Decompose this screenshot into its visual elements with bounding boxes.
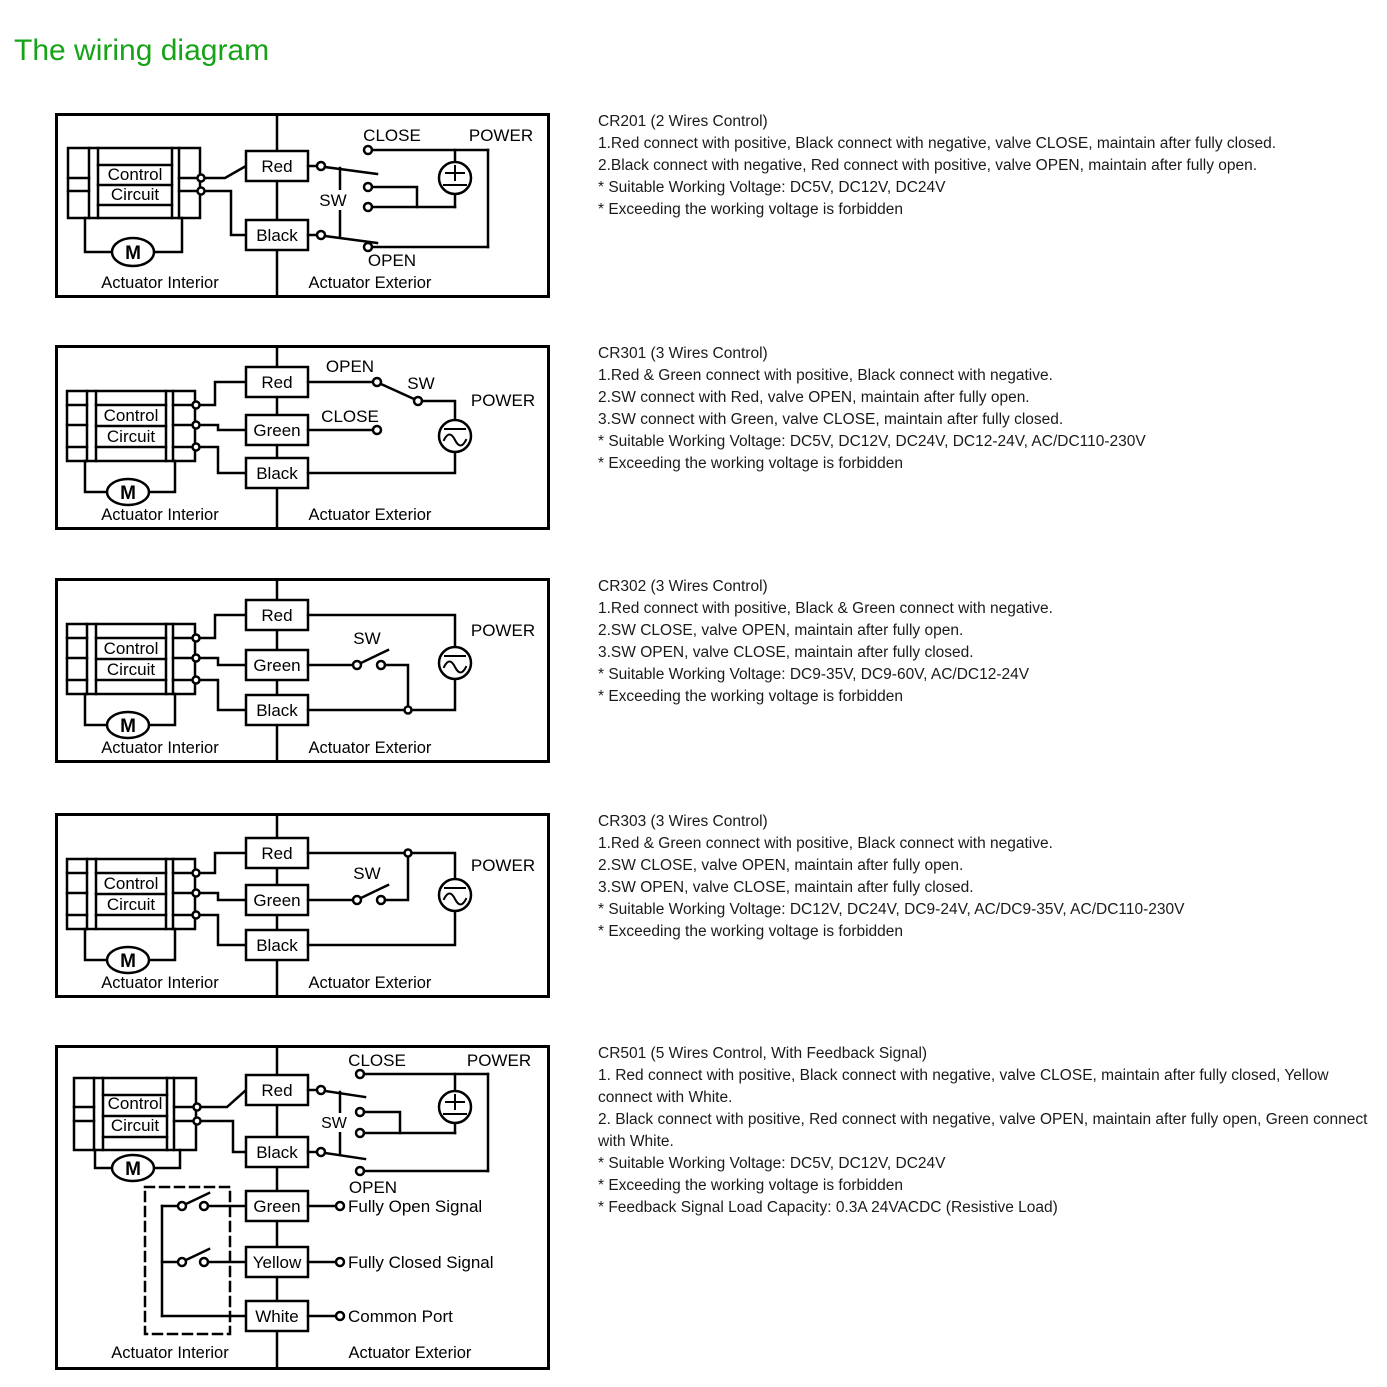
dc-power-source-icon bbox=[439, 150, 471, 207]
green-wire-label: Green bbox=[253, 891, 301, 910]
fully-closed-switch bbox=[162, 1249, 246, 1266]
ac-power-source-icon bbox=[439, 647, 471, 679]
description-line: * Suitable Working Voltage: DC5V, DC12V, DC24V bbox=[598, 179, 946, 196]
wire-to-green bbox=[200, 425, 246, 430]
circuit-label: Circuit bbox=[106, 427, 156, 446]
wire-black-to-power bbox=[308, 911, 455, 945]
description-line: * Exceeding the working voltage is forbidden bbox=[598, 1177, 904, 1194]
description-line: * Feedback Signal Load Capacity: 0.3A 24VACDC (Resistive Load) bbox=[598, 1199, 1058, 1216]
description-line: 2.SW CLOSE, valve OPEN, maintain after fully open. bbox=[598, 622, 964, 639]
sw-label: SW bbox=[321, 1115, 347, 1132]
circuit-label: Circuit bbox=[110, 1116, 160, 1135]
wire-to-red bbox=[200, 615, 246, 638]
ac-power-source-icon bbox=[439, 420, 471, 452]
control-circuit-block bbox=[67, 624, 200, 694]
dc-power-source-icon bbox=[439, 1074, 471, 1133]
power-label: POWER bbox=[470, 621, 536, 640]
actuator-exterior-label: Actuator Exterior bbox=[308, 506, 432, 524]
description-line: * Exceeding the working voltage is forbidden bbox=[598, 455, 904, 472]
sw-label: SW bbox=[319, 191, 347, 210]
close-label: CLOSE bbox=[363, 126, 421, 145]
section-lines bbox=[598, 133, 1380, 221]
control-circuit-block bbox=[67, 859, 200, 929]
close-terminal bbox=[308, 426, 381, 434]
control-label: Control bbox=[103, 406, 159, 425]
common-port-label: Common Port bbox=[348, 1307, 453, 1326]
wire-to-red bbox=[200, 853, 246, 873]
motor-label: M bbox=[120, 951, 136, 972]
wire-to-green bbox=[200, 658, 246, 665]
description-line: 2.Black connect with negative, Red connect with positive, valve OPEN, maintain after fully open. bbox=[598, 157, 1258, 174]
section-lines bbox=[598, 833, 1380, 943]
fully-open-switch bbox=[162, 1193, 246, 1210]
diagram-cr201 bbox=[55, 113, 550, 303]
section-lines bbox=[598, 598, 1380, 708]
green-wire-label: Green bbox=[253, 656, 301, 675]
control-label: Control bbox=[107, 165, 163, 184]
wire-to-black bbox=[200, 915, 246, 945]
close-label: CLOSE bbox=[321, 407, 379, 426]
green-wire-label: Green bbox=[253, 421, 301, 440]
control-label: Control bbox=[103, 639, 159, 658]
description-line: * Exceeding the working voltage is forbidden bbox=[598, 688, 904, 705]
actuator-interior-label: Actuator Interior bbox=[101, 974, 219, 992]
sw-label: SW bbox=[353, 629, 381, 648]
description-line: 2.SW CLOSE, valve OPEN, maintain after fully open. bbox=[598, 857, 964, 874]
section-lines bbox=[598, 365, 1380, 475]
black-wire-label: Black bbox=[256, 1143, 298, 1162]
section-heading: CR303 (3 Wires Control) bbox=[598, 813, 768, 830]
actuator-interior-label: Actuator Interior bbox=[101, 739, 219, 757]
description-line: * Suitable Working Voltage: DC5V, DC12V, DC24V bbox=[598, 1155, 946, 1172]
ac-power-source-icon bbox=[439, 879, 471, 911]
section-heading: CR302 (3 Wires Control) bbox=[598, 578, 768, 595]
motor-label: M bbox=[120, 483, 136, 504]
sw-switch bbox=[308, 650, 408, 710]
green-wire-label: Green bbox=[253, 1197, 301, 1216]
power-label: POWER bbox=[468, 126, 534, 145]
text-cr301 bbox=[598, 343, 1380, 475]
white-wire-label: White bbox=[255, 1307, 299, 1326]
wire-to-red bbox=[201, 1090, 246, 1107]
motor-label: M bbox=[125, 1159, 141, 1180]
junction-node bbox=[405, 850, 412, 857]
circuit-label: Circuit bbox=[106, 660, 156, 679]
sw-label: SW bbox=[407, 374, 435, 393]
wire-red-to-power bbox=[308, 615, 455, 647]
diagram-cr301 bbox=[55, 345, 550, 535]
diagram-cr303 bbox=[55, 813, 550, 1003]
yellow-wire-label: Yellow bbox=[252, 1253, 302, 1272]
red-wire-label: Red bbox=[261, 157, 293, 176]
description-line: 2. Black connect with positive, Red connect with negative, valve OPEN, maintain after fully open, Green connect with White. bbox=[598, 1111, 1368, 1150]
control-circuit-block bbox=[67, 391, 200, 461]
description-line: 3.SW OPEN, valve CLOSE, maintain after fully closed. bbox=[598, 644, 974, 661]
wire-to-red bbox=[200, 382, 246, 405]
open-label: OPEN bbox=[325, 357, 375, 376]
power-label: POWER bbox=[466, 1051, 532, 1070]
wire-to-green bbox=[200, 893, 246, 900]
fully-closed-signal-label: Fully Closed Signal bbox=[348, 1253, 494, 1272]
wire-to-black bbox=[205, 191, 246, 235]
black-wire-label: Black bbox=[256, 936, 298, 955]
description-line: 1.Red & Green connect with positive, Black connect with negative. bbox=[598, 835, 1053, 852]
wire-to-black bbox=[201, 1121, 246, 1152]
red-wire-label: Red bbox=[261, 606, 293, 625]
red-wire-label: Red bbox=[261, 844, 293, 863]
black-wire-label: Black bbox=[256, 701, 298, 720]
actuator-exterior-label: Actuator Exterior bbox=[308, 974, 432, 992]
description-line: 3.SW OPEN, valve CLOSE, maintain after fully closed. bbox=[598, 879, 974, 896]
description-line: * Exceeding the working voltage is forbidden bbox=[598, 923, 904, 940]
actuator-exterior-label: Actuator Exterior bbox=[308, 739, 432, 757]
description-line: * Suitable Working Voltage: DC12V, DC24V, DC9-24V, AC/DC9-35V, AC/DC110-230V bbox=[598, 901, 1185, 918]
power-label: POWER bbox=[470, 391, 536, 410]
wire-to-black bbox=[200, 447, 246, 473]
description-line: 1.Red connect with positive, Black connect with negative, valve CLOSE, maintain after fully closed. bbox=[598, 135, 1277, 152]
section-heading: CR301 (3 Wires Control) bbox=[598, 345, 768, 362]
wire-to-black bbox=[200, 680, 246, 710]
actuator-interior-label: Actuator Interior bbox=[101, 506, 219, 524]
black-wire-label: Black bbox=[256, 464, 298, 483]
black-wire-label: Black bbox=[256, 226, 298, 245]
control-label: Control bbox=[103, 874, 159, 893]
page-title: The wiring diagram bbox=[14, 34, 270, 67]
control-circuit-block bbox=[74, 1078, 201, 1150]
wire-to-red bbox=[205, 166, 246, 178]
text-cr303 bbox=[598, 811, 1380, 943]
junction-node bbox=[405, 707, 412, 714]
open-terminal bbox=[308, 378, 381, 386]
text-cr501 bbox=[598, 1043, 1380, 1219]
description-line: * Suitable Working Voltage: DC5V, DC12V, DC24V, DC12-24V, AC/DC110-230V bbox=[598, 433, 1146, 450]
motor-label: M bbox=[120, 716, 136, 737]
sw-label: SW bbox=[353, 864, 381, 883]
description-line: * Exceeding the working voltage is forbidden bbox=[598, 201, 904, 218]
close-label: CLOSE bbox=[348, 1051, 406, 1070]
description-line: 1. Red connect with positive, Black connect with negative, valve CLOSE, maintain after fully closed, Yellow connect with White. bbox=[598, 1067, 1329, 1106]
circuit-label: Circuit bbox=[110, 185, 160, 204]
close-terminal bbox=[364, 146, 488, 154]
diagram-cr302 bbox=[55, 578, 550, 768]
section-heading: CR501 (5 Wires Control, With Feedback Signal) bbox=[598, 1045, 928, 1062]
motor-label: M bbox=[125, 243, 141, 264]
actuator-interior-label: Actuator Interior bbox=[111, 1344, 229, 1362]
text-cr201 bbox=[598, 111, 1380, 221]
description-line: 1.Red & Green connect with positive, Black connect with negative. bbox=[598, 367, 1053, 384]
open-terminal bbox=[364, 243, 488, 251]
description-line: 1.Red connect with positive, Black & Green connect with negative. bbox=[598, 600, 1053, 617]
diagram-cr501 bbox=[55, 1045, 550, 1375]
fully-open-signal-label: Fully Open Signal bbox=[348, 1197, 483, 1216]
description-line: * Suitable Working Voltage: DC9-35V, DC9-60V, AC/DC12-24V bbox=[598, 666, 1030, 683]
actuator-exterior-label: Actuator Exterior bbox=[348, 1344, 472, 1362]
open-label: OPEN bbox=[367, 251, 417, 270]
description-line: 3.SW connect with Green, valve CLOSE, maintain after fully closed. bbox=[598, 411, 1064, 428]
text-cr302 bbox=[598, 576, 1380, 708]
red-wire-label: Red bbox=[261, 1081, 293, 1100]
control-label: Control bbox=[107, 1094, 163, 1113]
circuit-label: Circuit bbox=[106, 895, 156, 914]
wire-black-to-power bbox=[308, 679, 455, 710]
signal-terminals bbox=[308, 1202, 344, 1320]
wire-red-to-power bbox=[308, 853, 455, 879]
actuator-exterior-label: Actuator Exterior bbox=[308, 274, 432, 292]
close-terminal bbox=[356, 1070, 488, 1078]
section-heading: CR201 (2 Wires Control) bbox=[598, 113, 768, 130]
red-wire-label: Red bbox=[261, 373, 293, 392]
actuator-interior-label: Actuator Interior bbox=[101, 274, 219, 292]
open-terminal bbox=[356, 1167, 488, 1175]
section-lines bbox=[598, 1065, 1380, 1219]
power-label: POWER bbox=[470, 856, 536, 875]
description-line: 2.SW connect with Red, valve OPEN, maintain after fully open. bbox=[598, 389, 1030, 406]
wire-black-to-power bbox=[308, 452, 455, 473]
open-label: OPEN bbox=[348, 1178, 398, 1197]
